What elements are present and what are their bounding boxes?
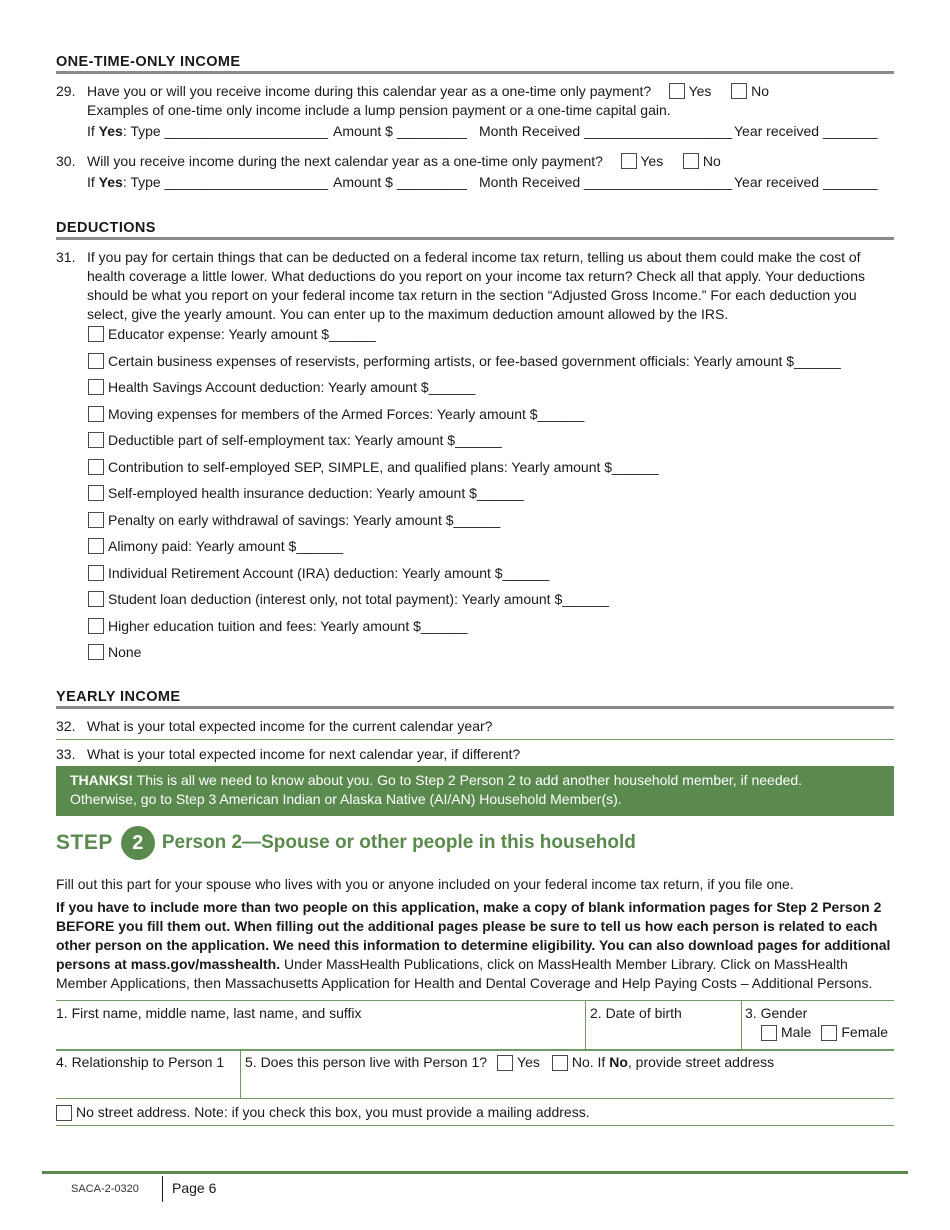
deduction-label: Higher education tuition and fees: Yearly amount $______ — [108, 617, 468, 634]
q30-no-checkbox[interactable] — [683, 153, 699, 169]
section-divider — [56, 71, 894, 74]
thanks-line2: Otherwise, go to Step 3 American Indian or Alaska Native (AI/AN) Household Member(s). — [70, 791, 622, 807]
section-divider — [56, 706, 894, 709]
question-32 — [56, 717, 896, 736]
deduction-label: Individual Retirement Account (IRA) deduction: Yearly amount $______ — [108, 564, 550, 581]
no-street-row — [56, 1103, 590, 1122]
if-yes-bold: Yes — [98, 123, 123, 139]
row-divider — [56, 739, 894, 740]
intro-rest: Under MassHealth Publications, click on MassHealth Member Library. Click on MassHealth Member Applications, then Massachusetts Application for Health and Dental Coverage and Help Paying Costs – Additional Persons. — [56, 956, 873, 991]
no-street-label: No street address. Note: if you check this box, you must provide a mailing address. — [76, 1104, 590, 1120]
deduction-checkbox[interactable] — [88, 379, 104, 395]
dob-label: 2. Date of birth — [590, 1005, 682, 1021]
gender-male-checkbox[interactable] — [761, 1025, 777, 1041]
question-30-text: Will you receive income during the next calendar year as a one-time only payment? — [87, 153, 603, 169]
q29-no-checkbox[interactable] — [731, 83, 747, 99]
question-29 — [56, 82, 896, 143]
section-title-yearly-income: YEARLY INCOME — [56, 689, 181, 705]
lives-with-no-bold: No — [609, 1054, 628, 1070]
q29-no-label: No — [751, 83, 770, 99]
thanks-banner — [56, 766, 894, 816]
form-bottom-border — [56, 1125, 894, 1126]
form-code: SACA-2-0320 — [71, 1183, 139, 1195]
deduction-label: Health Savings Account deduction: Yearly amount $______ — [108, 379, 476, 395]
gender-options — [761, 1023, 888, 1042]
lives-with-yes-checkbox[interactable] — [497, 1055, 513, 1071]
deduction-item — [88, 618, 468, 634]
deduction-item — [88, 459, 659, 475]
lives-with-no-label: No. If — [571, 1054, 610, 1070]
question-number: 30. — [56, 153, 76, 169]
step-heading — [56, 826, 636, 860]
q30-amount-field[interactable]: Amount $ _________ — [333, 174, 467, 190]
dob-field[interactable] — [590, 1004, 738, 1046]
thanks-bold: THANKS! — [70, 772, 133, 788]
form-divider — [741, 1000, 742, 1050]
lives-with-no-suffix: , provide street address — [627, 1054, 775, 1070]
no-street-checkbox[interactable] — [56, 1105, 72, 1121]
deduction-label: Moving expenses for members of the Armed Forces: Yearly amount $______ — [108, 405, 585, 422]
deduction-checkbox[interactable] — [88, 618, 104, 634]
deduction-item — [88, 379, 475, 395]
section-title-one-time-income: ONE-TIME-ONLY INCOME — [56, 54, 241, 70]
name-label: 1. First name, middle name, last name, and suffix — [56, 1005, 362, 1021]
question-number: 33. — [56, 746, 76, 762]
q30-type-field[interactable]: : Type _____________________ — [122, 174, 329, 190]
intro-paragraph — [56, 898, 896, 993]
form-top-border — [56, 1000, 894, 1001]
q30-yes-label: Yes — [640, 153, 664, 169]
section-title-deductions: DEDUCTIONS — [56, 220, 156, 236]
lives-with-question — [245, 1053, 774, 1072]
step-word: STEP — [56, 831, 113, 854]
gender-female-checkbox[interactable] — [821, 1025, 837, 1041]
deduction-label: Alimony paid: Yearly amount $______ — [108, 538, 344, 554]
relationship-field[interactable] — [56, 1053, 238, 1095]
q30-month-field[interactable]: Month Received ___________________ — [479, 174, 732, 190]
q29-type-field[interactable]: : Type _____________________ — [122, 123, 329, 139]
q29-yes-checkbox[interactable] — [669, 83, 685, 99]
question-30 — [56, 152, 896, 194]
deduction-checkbox[interactable] — [88, 406, 104, 422]
deduction-label: Certain business expenses of reservists, performing artists, or fee-based government officials: Yearly amount $______ — [108, 352, 841, 369]
deduction-checkbox[interactable] — [88, 459, 104, 475]
lives-with-yes-label: Yes — [517, 1054, 540, 1070]
deduction-item — [88, 353, 841, 369]
question-29-text: Have you or will you receive income during this calendar year as a one-time only payment? — [87, 83, 652, 99]
thanks-text: This is all we need to know about you. Go to Step 2 Person 2 to add another household member, if needed. — [133, 772, 803, 788]
form-divider — [240, 1049, 241, 1098]
q29-amount-field[interactable]: Amount $ _________ — [333, 123, 467, 139]
deduction-label: Penalty on early withdrawal of savings: Yearly amount $______ — [108, 511, 501, 528]
deduction-item — [88, 485, 524, 501]
gender-male-label: Male — [781, 1024, 812, 1040]
q30-no-label: No — [702, 153, 721, 169]
deduction-checkbox[interactable] — [88, 485, 104, 501]
deduction-label: Deductible part of self-employment tax: Yearly amount $______ — [108, 432, 502, 448]
step-number-badge: 2 — [121, 826, 155, 860]
deduction-item — [88, 512, 500, 528]
gender-female-label: Female — [841, 1024, 889, 1040]
section-divider — [56, 237, 894, 240]
deduction-label: Contribution to self-employed SEP, SIMPLE, and qualified plans: Yearly amount $______ — [108, 458, 659, 475]
q29-yes-label: Yes — [688, 83, 712, 99]
question-33 — [56, 745, 896, 764]
deduction-checkbox[interactable] — [88, 591, 104, 607]
footer-rule — [42, 1171, 908, 1174]
deduction-checkbox[interactable] — [88, 326, 104, 342]
deduction-checkbox[interactable] — [88, 432, 104, 448]
question-number: 29. — [56, 83, 76, 99]
deduction-item — [88, 432, 502, 448]
question-31 — [56, 248, 896, 324]
q30-year-field[interactable]: Year received _______ — [734, 174, 878, 190]
deduction-checkbox[interactable] — [88, 538, 104, 554]
step-title: Person 2—Spouse or other people in this household — [161, 832, 636, 853]
intro-line: Fill out this part for your spouse who lives with you or anyone included on your federal income tax return, if you file one. — [56, 876, 794, 892]
deduction-checkbox[interactable] — [88, 353, 104, 369]
q30-yes-checkbox[interactable] — [621, 153, 637, 169]
intro-bold: If you have to include more than two people on this application, make a copy of blank information pages for Step 2 Person 2 BEFORE you fill them out. When filling out the additional pages please be sure to tell us how each person is related to each other person on the application. We need this information to determine eligibility. You can also download pages for additional persons at mass.gov/masshealth. — [56, 899, 891, 972]
question-32-text: What is your total expected income for the current calendar year? — [87, 718, 493, 734]
form-row-border — [56, 1049, 894, 1051]
question-number: 31. — [56, 249, 76, 265]
deduction-checkbox[interactable] — [88, 512, 104, 528]
form-divider — [585, 1000, 586, 1050]
question-number: 32. — [56, 718, 76, 734]
deduction-checkbox[interactable] — [88, 565, 104, 581]
deduction-item — [88, 644, 141, 660]
question-33-text: What is your total expected income for next calendar year, if different? — [87, 746, 521, 762]
q29-year-field[interactable]: Year received _______ — [734, 123, 878, 139]
form-row-border — [56, 1098, 894, 1099]
deduction-item — [88, 565, 549, 581]
question-29-example: Examples of one-time only income include a lump pension payment or a one-time capital gain. — [87, 102, 671, 118]
lives-with-label: 5. Does this person live with Person 1? — [245, 1054, 488, 1070]
relationship-label: 4. Relationship to Person 1 — [56, 1054, 225, 1070]
deduction-label: Student loan deduction (interest only, not total payment): Yearly amount $______ — [108, 591, 609, 607]
page-number: Page 6 — [172, 1180, 217, 1196]
deduction-label: None — [108, 644, 142, 660]
if-yes-prefix: If — [87, 174, 99, 190]
name-field[interactable] — [56, 1004, 581, 1046]
lives-with-no-checkbox[interactable] — [552, 1055, 568, 1071]
if-yes-prefix: If — [87, 123, 99, 139]
deduction-item — [88, 538, 343, 554]
gender-label: 3. Gender — [745, 1005, 808, 1021]
deduction-item — [88, 591, 609, 607]
q29-month-field[interactable]: Month Received ___________________ — [479, 123, 732, 139]
deduction-item — [88, 406, 584, 422]
deduction-label: Self-employed health insurance deduction: Yearly amount $______ — [108, 485, 524, 501]
if-yes-bold: Yes — [98, 174, 123, 190]
deduction-label: Educator expense: Yearly amount $______ — [108, 326, 376, 342]
deduction-item — [88, 326, 376, 342]
question-31-text: If you pay for certain things that can be deducted on a federal income tax return, telling us about them could make the cost of health coverage a little lower. What deductions do you report on your income tax return? Check all that apply. Your deductions should be what you report on your federal income tax return in the section “Adjusted Gross Income.” For each deduction you select, give the yearly amount. You can enter up to the maximum deduction amount allowed by the IRS. — [87, 249, 865, 322]
deduction-checkbox[interactable] — [88, 644, 104, 660]
footer-divider — [162, 1176, 163, 1202]
